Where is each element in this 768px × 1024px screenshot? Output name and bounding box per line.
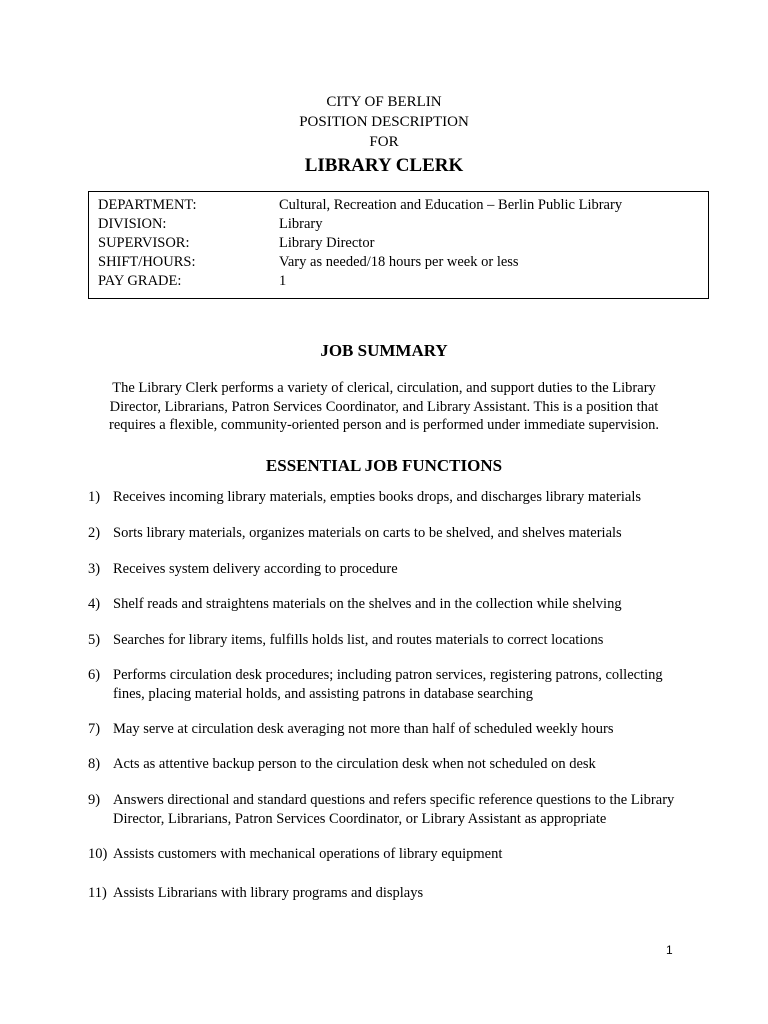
list-item-number: 6) xyxy=(88,667,101,683)
list-item xyxy=(88,845,698,864)
info-row-division xyxy=(98,215,699,234)
list-item-number: 7) xyxy=(88,721,101,737)
list-item-text: Receives incoming library materials, empties books drops, and discharges library materials xyxy=(113,489,642,505)
info-row-pay-grade xyxy=(98,272,699,291)
info-value: Library Director xyxy=(279,235,375,251)
list-item-number: 11) xyxy=(88,885,107,901)
list-item-text: Acts as attentive backup person to the circulation desk when not scheduled on desk xyxy=(113,756,596,772)
position-info-box xyxy=(88,191,709,299)
info-label: DIVISION: xyxy=(98,216,167,232)
list-item-text: May serve at circulation desk averaging not more than half of scheduled weekly hours xyxy=(113,721,614,737)
document-header xyxy=(0,92,768,179)
essential-functions-heading: ESSENTIAL JOB FUNCTIONS xyxy=(265,456,503,475)
list-item-text: Assists customers with mechanical operations of library equipment xyxy=(113,846,503,862)
list-item xyxy=(88,666,698,703)
header-position-description: POSITION DESCRIPTION xyxy=(299,114,469,130)
list-item xyxy=(88,595,698,614)
list-item-number: 1) xyxy=(88,489,101,505)
list-item-text: Answers directional and standard questions and refers specific reference questions to the Library Director, Librarians, Patron Services Coordinator, or Library Assistant as appropriate xyxy=(113,792,675,827)
page-number: 1 xyxy=(666,943,673,957)
list-item-number: 8) xyxy=(88,756,101,772)
info-label: SHIFT/HOURS: xyxy=(98,254,196,270)
header-city: CITY OF BERLIN xyxy=(326,94,442,110)
info-value: 1 xyxy=(279,273,287,289)
info-label: DEPARTMENT: xyxy=(98,197,197,213)
info-label: PAY GRADE: xyxy=(98,273,182,289)
list-item-number: 10) xyxy=(88,846,108,862)
list-item-text: Shelf reads and straightens materials on the shelves and in the collection while shelving xyxy=(113,596,622,612)
list-item-number: 2) xyxy=(88,525,101,541)
info-row-department xyxy=(98,196,699,215)
list-item-text: Receives system delivery according to procedure xyxy=(113,561,398,577)
list-item-number: 4) xyxy=(88,596,101,612)
page-title: LIBRARY CLERK xyxy=(304,155,464,176)
list-item-number: 5) xyxy=(88,632,101,648)
job-summary-heading: JOB SUMMARY xyxy=(320,341,448,360)
list-item xyxy=(88,720,698,739)
list-item xyxy=(88,631,698,650)
info-row-shift-hours xyxy=(98,253,699,272)
info-value: Library xyxy=(279,216,323,232)
info-value: Cultural, Recreation and Education – Berlin Public Library xyxy=(279,197,623,213)
list-item-text: Assists Librarians with library programs and displays xyxy=(113,885,424,901)
list-item-text: Performs circulation desk procedures; including patron services, registering patrons, collecting fines, placing material holds, and assisting patrons in database searching xyxy=(113,667,663,702)
list-item-text: Sorts library materials, organizes materials on carts to be shelved, and shelves materials xyxy=(113,525,622,541)
list-item xyxy=(88,524,698,543)
job-summary-text: The Library Clerk performs a variety of clerical, circulation, and support duties to the Library Director, Librarians, Patron Services Coordinator, and Library Assistant. This is a position that requires a flexible, community-oriented person and is performed under immediate supervision. xyxy=(108,380,660,433)
info-row-supervisor xyxy=(98,234,699,253)
list-item xyxy=(88,755,698,774)
list-item xyxy=(88,488,698,507)
list-item-text: Searches for library items, fulfills holds list, and routes materials to correct locations xyxy=(113,632,604,648)
list-item xyxy=(88,560,698,579)
header-for: FOR xyxy=(369,134,399,150)
list-item-number: 9) xyxy=(88,792,101,808)
info-label: SUPERVISOR: xyxy=(98,235,190,251)
info-value: Vary as needed/18 hours per week or less xyxy=(279,254,519,270)
list-item xyxy=(88,791,698,828)
list-item xyxy=(88,884,698,903)
list-item-number: 3) xyxy=(88,561,101,577)
